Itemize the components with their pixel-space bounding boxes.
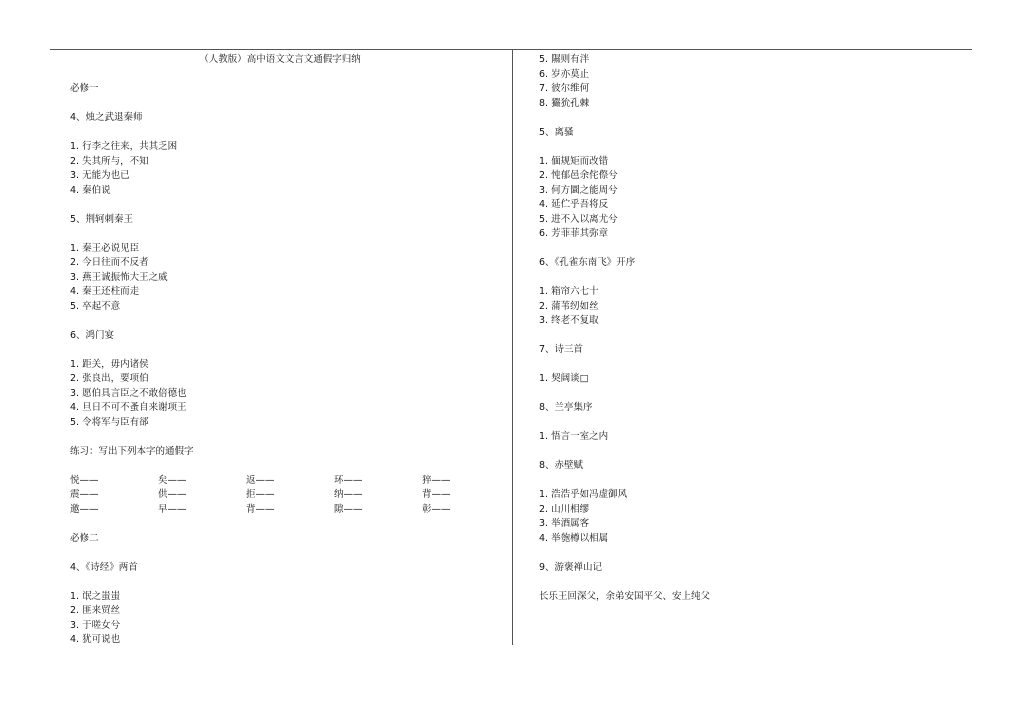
exercise-cell: 悦—— <box>70 474 99 486</box>
top-rule <box>50 49 972 50</box>
exercise-cell: 矣—— <box>158 474 187 486</box>
item-list <box>539 430 959 445</box>
section-kongque <box>539 256 959 329</box>
exercise-cell: 返—— <box>246 474 275 486</box>
item-list <box>539 488 959 546</box>
exercise-cell: 环—— <box>334 474 363 486</box>
exercise-cell: 震—— <box>70 489 99 500</box>
section-jingke <box>70 213 490 315</box>
list-item: 2. 蒲苇纫如丝 <box>539 300 599 312</box>
section-heading: 8、兰亭集序 <box>539 402 593 413</box>
list-item: 1. 氓之蚩蚩 <box>70 590 121 602</box>
item-list <box>539 155 959 242</box>
exercise-heading: 练习：写出下列本字的通假字 <box>70 445 194 457</box>
exercise-cell: 背—— <box>246 503 275 515</box>
book-label-2: 必修二 <box>70 532 99 544</box>
list-item: 6. 芳菲菲其弥章 <box>539 228 609 239</box>
section-heading: 6、鸿门宴 <box>70 329 115 341</box>
list-item: 2. 今日往而不反者 <box>70 257 149 268</box>
list-item: 1. 箱帘六七十 <box>539 286 599 297</box>
list-item: 2. 匪来贸丝 <box>70 605 121 616</box>
list-item: 1. 秦王必说见臣 <box>70 242 140 254</box>
list-item: 2. 山川相缪 <box>539 503 590 515</box>
list-item: 4. 旦日不可不蚤自来谢项王 <box>70 402 187 413</box>
list-item: 1. 距关，毋内诸侯 <box>70 358 149 370</box>
list-item: 3. 何方圜之能周兮 <box>539 184 618 196</box>
section-shisanshou <box>539 343 959 387</box>
section-heading: 9、游褒禅山记 <box>539 561 603 573</box>
list-item: 5. 令将军与臣有郤 <box>70 416 149 428</box>
list-item: 2. 张良出，要项伯 <box>70 373 149 384</box>
list-item: 1. 浩浩乎如冯虚御风 <box>539 489 628 500</box>
exercise-cell: 供—— <box>158 489 187 500</box>
list-item: 3. 愿伯具言臣之不敢倍德也 <box>70 387 187 399</box>
list-item: 4. 举匏樽以相属 <box>539 532 609 544</box>
section-heading: 4、烛之武退秦师 <box>70 112 143 123</box>
closing-line: 长乐王回深父，余弟安国平父、安上纯父 <box>539 590 711 602</box>
list-item: 4. 秦伯说 <box>70 184 111 196</box>
exercise-cell: 隙—— <box>334 503 363 515</box>
section-lanting <box>539 401 959 445</box>
list-item: 5. 隰则有泮 <box>539 54 590 65</box>
list-item: 1. 悟言一室之内 <box>539 431 609 442</box>
list-item: 6. 岁亦莫止 <box>539 68 590 80</box>
section-heading: 6、《孔雀东南飞》开序 <box>539 257 636 268</box>
exercise-cell: 背—— <box>422 489 451 500</box>
section-lisao <box>539 126 959 242</box>
list-item: 3. 终老不复取 <box>539 315 599 326</box>
section-youbaochan <box>539 561 959 576</box>
list-item: 4. 犹可说也 <box>70 634 121 645</box>
item-list <box>70 590 490 648</box>
list-item: 3. 于嗟女兮 <box>70 619 121 631</box>
section-zhuzhiwu <box>70 111 490 198</box>
list-item: 2. 失其所与，不知 <box>70 155 149 167</box>
section-heading: 4、《诗经》两首 <box>70 561 138 573</box>
section-shijing <box>70 561 490 648</box>
book-label-1: 必修一 <box>70 83 99 94</box>
right-column <box>539 53 959 619</box>
continued-item-list <box>539 53 959 111</box>
exercise-cell: 拒—— <box>246 489 275 500</box>
section-chibi <box>539 459 959 546</box>
exercise-cell: 猝—— <box>422 474 451 486</box>
exercise-grid <box>70 474 490 518</box>
column-divider <box>512 49 513 645</box>
item-list <box>70 140 490 198</box>
section-hongmen <box>70 329 490 431</box>
list-item: 4. 延伫乎吾将反 <box>539 199 609 210</box>
item-list <box>539 285 959 329</box>
list-item: 5. 卒起不意 <box>70 300 121 312</box>
section-heading: 5、荆轲刺秦王 <box>70 213 134 225</box>
list-item: 2. 忳郁邑余侘傺兮 <box>539 170 618 181</box>
list-item: 3. 无能为也已 <box>70 170 130 181</box>
exercise-cell: 纳—— <box>334 489 363 500</box>
exercise-cell: 彰—— <box>422 503 451 515</box>
list-item: 3. 燕王诚振怖大王之威 <box>70 271 168 283</box>
list-item: 8. 玁狁孔棘 <box>539 97 590 109</box>
exercise-cell: 邀—— <box>70 503 99 515</box>
item-list <box>70 358 490 431</box>
list-item: 4. 秦王还柱而走 <box>70 286 140 297</box>
left-column <box>70 53 490 662</box>
item-list <box>539 372 959 387</box>
section-heading: 8、赤壁赋 <box>539 460 584 471</box>
list-item: 3. 举酒属客 <box>539 518 590 529</box>
list-item: 7. 彼尔维何 <box>539 83 590 94</box>
list-item: 5. 进不入以离尤兮 <box>539 213 618 225</box>
exercise-cell: 早—— <box>158 503 187 515</box>
section-heading: 7、诗三首 <box>539 344 584 355</box>
item-list <box>70 242 490 315</box>
list-item: 1. 契阔谈□ <box>539 373 589 384</box>
list-item: 1. 行李之往来，共其乏困 <box>70 141 178 152</box>
section-heading: 5、离骚 <box>539 126 574 138</box>
list-item: 1. 偭规矩而改错 <box>539 155 609 167</box>
page-title: （人教版）高中语文文言文通假字归纳 <box>199 54 361 65</box>
